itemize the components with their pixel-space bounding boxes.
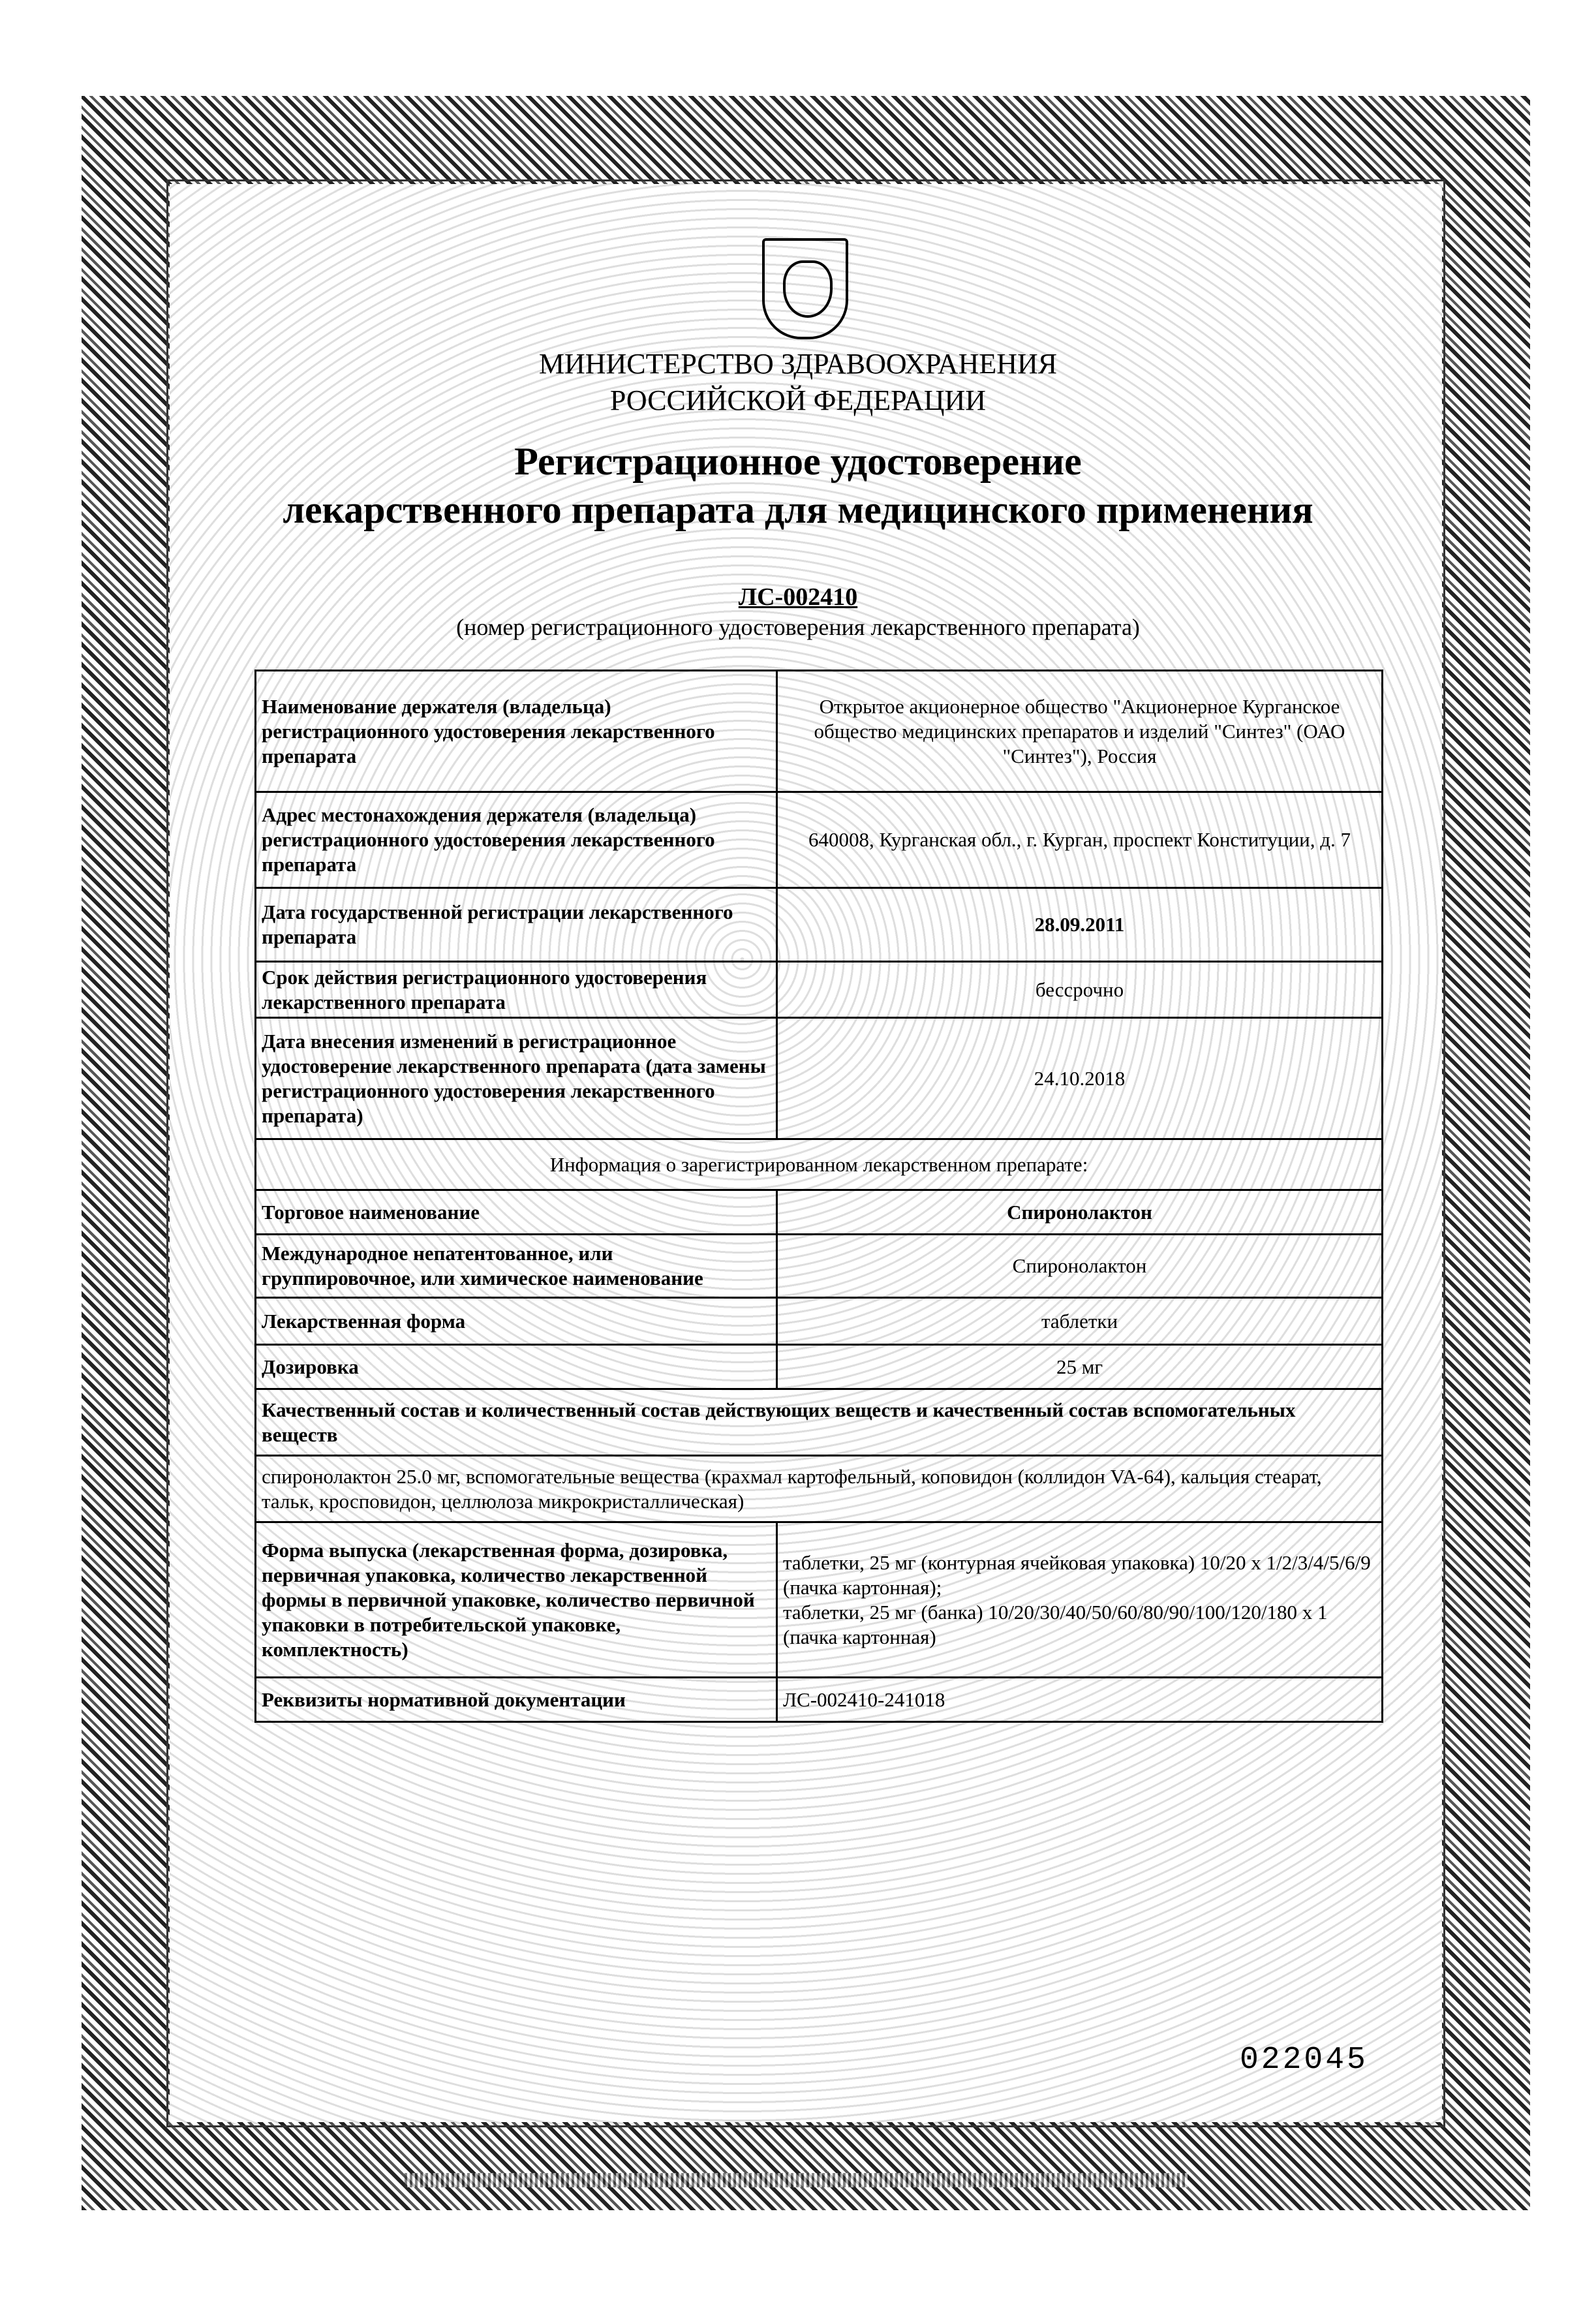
ministry-line-2: РОССИЙСКОЙ ФЕДЕРАЦИИ bbox=[609, 384, 987, 416]
table-row bbox=[256, 1190, 1383, 1235]
drug-table bbox=[254, 1189, 1383, 1723]
row-value: 28.09.2011 bbox=[777, 888, 1383, 962]
row-value: Спиронолактон bbox=[777, 1190, 1383, 1235]
row-value: Открытое акционерное общество "Акционерное Курганское общество медицинских препаратов и изделий "Синтез" (ОАО "Синтез"), Россия bbox=[777, 671, 1383, 792]
table-row bbox=[256, 1456, 1383, 1522]
composition-text: спиронолактон 25.0 мг, вспомогательные вещества (крахмал картофельный, коповидон (коллидон VA-64), кальция стеарат, тальк, кросповидон, целлюлоза микрокристаллическая) bbox=[256, 1456, 1383, 1522]
row-value: ЛС-002410-241018 bbox=[777, 1678, 1383, 1722]
info-heading: Информация о зарегистрированном лекарственном препарате: bbox=[256, 1139, 1383, 1190]
table-row bbox=[256, 962, 1383, 1018]
row-label: Реквизиты нормативной документации bbox=[256, 1678, 777, 1722]
coat-of-arms-emblem-icon bbox=[762, 238, 848, 339]
ministry-name bbox=[0, 346, 1596, 419]
release-form-line-1: таблетки, 25 мг (контурная ячейковая упаковка) 10/20 х 1/2/3/4/5/6/9 (пачка картонная); bbox=[783, 1550, 1371, 1599]
row-value: таблетки bbox=[777, 1298, 1383, 1345]
row-label: Дата государственной регистрации лекарственного препарата bbox=[256, 888, 777, 962]
row-label: Срок действия регистрационного удостоверения лекарственного препарата bbox=[256, 962, 777, 1018]
microtext-strip bbox=[405, 2173, 1188, 2187]
table-row bbox=[256, 1298, 1383, 1345]
table-row bbox=[256, 671, 1383, 792]
row-label: Адрес местонахождения держателя (владельца) регистрационного удостоверения лекарственного препарата bbox=[256, 792, 777, 888]
row-label: Лекарственная форма bbox=[256, 1298, 777, 1345]
table-row bbox=[256, 1389, 1383, 1456]
title-line-2: лекарственного препарата для медицинского применения bbox=[283, 488, 1313, 531]
row-label: Наименование держателя (владельца) регистрационного удостоверения лекарственного препарата bbox=[256, 671, 777, 792]
row-label: Дозировка bbox=[256, 1345, 777, 1389]
ministry-line-1: МИНИСТЕРСТВО ЗДРАВООХРАНЕНИЯ bbox=[538, 348, 1058, 380]
row-label: Дата внесения изменений в регистрационное удостоверение лекарственного препарата (дата замены регистрационного удостоверения лекарственного препарата) bbox=[256, 1018, 777, 1139]
serial-number: 022045 bbox=[1240, 2043, 1368, 2078]
row-value: 24.10.2018 bbox=[777, 1018, 1383, 1139]
table-row bbox=[256, 1139, 1383, 1190]
table-row bbox=[256, 792, 1383, 888]
row-label: Форма выпуска (лекарственная форма, дозировка, первичная упаковка, количество лекарственной формы в первичной упаковке, количество первичной упаковки в потребительской упаковке, комплектность) bbox=[256, 1522, 777, 1678]
holder-table bbox=[254, 670, 1383, 1191]
row-value: 640008, Курганская обл., г. Курган, проспект Конституции, д. 7 bbox=[777, 792, 1383, 888]
table-row bbox=[256, 1678, 1383, 1722]
row-value: 25 мг bbox=[777, 1345, 1383, 1389]
table-row bbox=[256, 1018, 1383, 1139]
row-label: Торговое наименование bbox=[256, 1190, 777, 1235]
composition-heading: Качественный состав и количественный состав действующих веществ и качественный состав вспомогательных веществ bbox=[256, 1389, 1383, 1456]
row-value bbox=[777, 1522, 1383, 1678]
table-row bbox=[256, 888, 1383, 962]
registration-number: ЛС-002410 bbox=[738, 583, 858, 611]
document-title bbox=[0, 437, 1596, 534]
registration-number-caption: (номер регистрационного удостоверения лекарственного препарата) bbox=[456, 614, 1140, 640]
release-form-line-2: таблетки, 25 мг (банка) 10/20/30/40/50/60/80/90/100/120/180 х 1 (пачка картонная) bbox=[783, 1600, 1328, 1648]
table-row bbox=[256, 1345, 1383, 1389]
row-label: Международное непатентованное, или группировочное, или химическое наименование bbox=[256, 1235, 777, 1298]
table-row bbox=[256, 1235, 1383, 1298]
table-row bbox=[256, 1522, 1383, 1678]
title-line-1: Регистрационное удостоверение bbox=[514, 440, 1082, 483]
row-value: бессрочно bbox=[777, 962, 1383, 1018]
row-value: Спиронолактон bbox=[777, 1235, 1383, 1298]
